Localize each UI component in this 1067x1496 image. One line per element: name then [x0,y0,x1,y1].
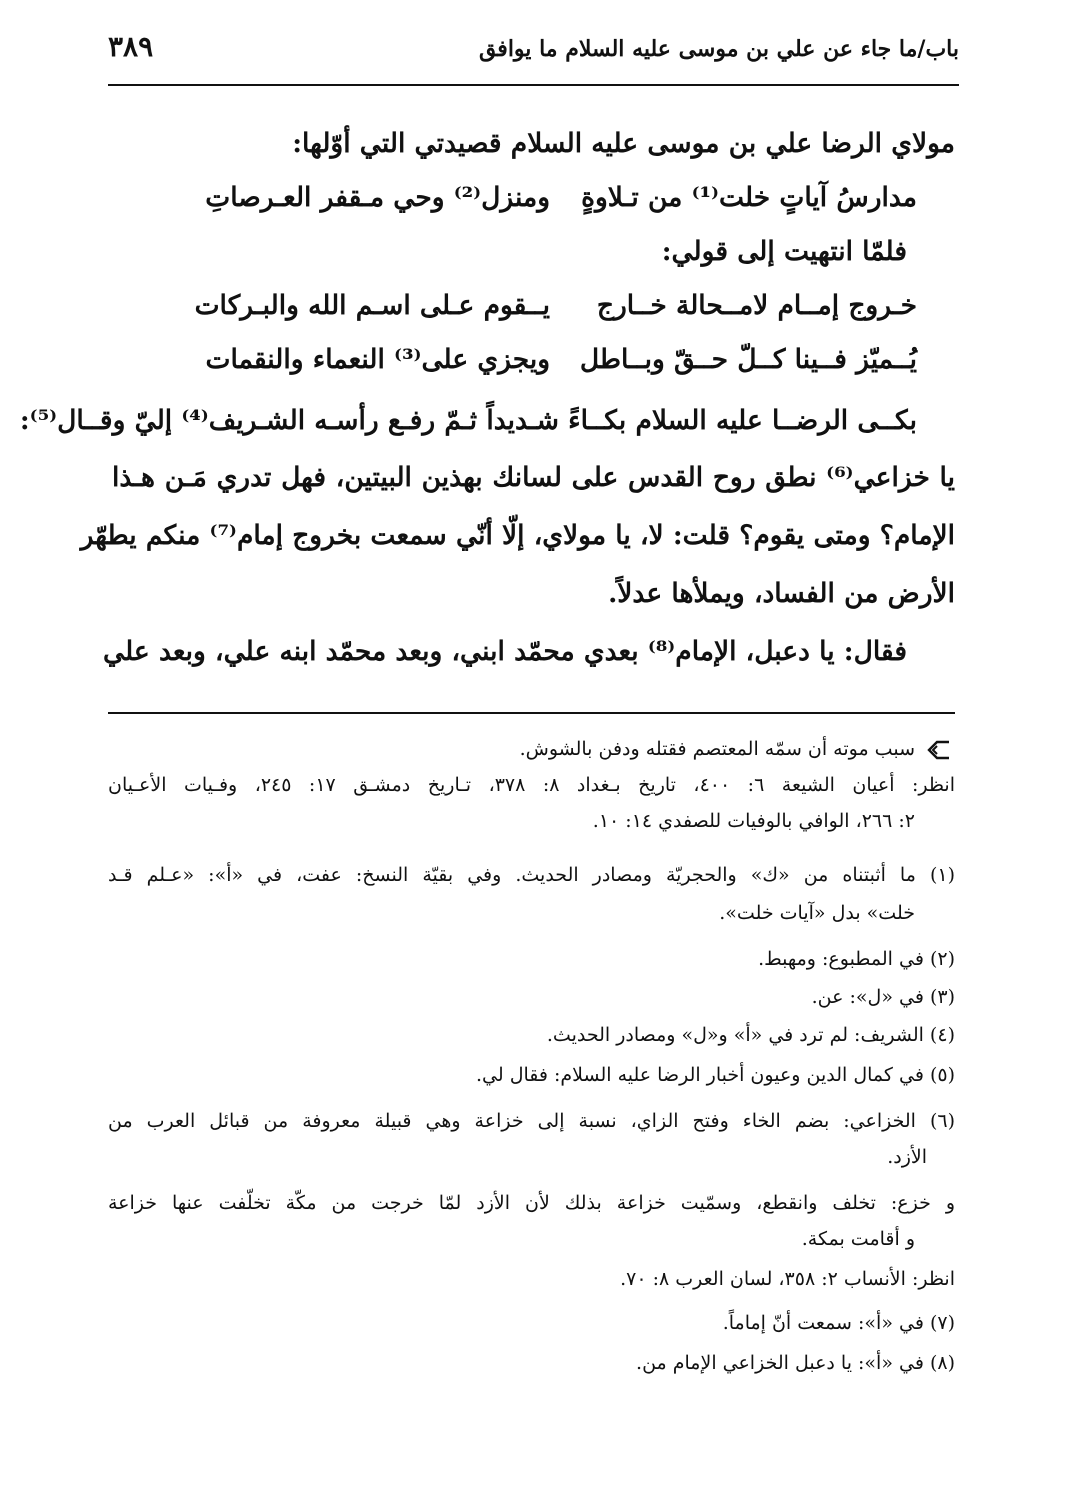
footnote-sources-line-2: ٢: ٢٦٦، الوافي بالوفيات للصفدي ١٤: ١٠. [592,810,915,832]
body-line-6: الأرض من الفساد، ويملأها عدلاً. [608,578,955,609]
body-line-3: بكــى الرضــا عليه السلام بكــاءً شـديداً ثـمّ رفـع رأسـه الشـريف⁽⁴⁾ إليّ وقــال⁽⁵⁾: [19,405,917,436]
footnote-1-line-1: (١) ما أثبتناه من «ك» والحجريّة ومصادر الحديث. وفي بقيّة النسخ: عفت، في «أ»: «عـلم قـد [108,864,955,886]
footnote-6-sources: انظر: الأنساب ٢: ٣٥٨، لسان العرب ٨: ٧٠. [620,1268,955,1290]
verse-1-second-hemistich: ومنزل⁽²⁾ وحي مـقفر العـرصاتِ [205,182,550,213]
page-number: ٣٨٩ [108,30,154,63]
verse-1-first-hemistich: مدارسُ آياتٍ خلت⁽¹⁾ من تـلاوةٍ [581,182,917,213]
body-line-5: الإمام؟ ومتى يقوم؟ قلت: لا، يا مولاي، إلّا أنّي سمعت بخروج إمام⁽⁷⁾ منكم يطهّر [80,520,955,551]
footnote-continuation-icon [919,738,953,764]
footnote-3: (٣) في «ل»: عن. [811,986,955,1008]
footnote-8: (٨) في «أ»: يا دعبل الخزاعي الإمام من. [636,1352,955,1374]
running-header-title: باب/ما جاء عن علي بن موسى عليه السلام ما يوافق [478,36,959,62]
footnote-7: (٧) في «أ»: سمعت أنّ إماماً. [722,1312,955,1334]
verse-3-second-hemistich: ويجزي على⁽³⁾ النعماء والنقمات [205,344,550,375]
footnote-1-line-2: خلت» بدل «آيات خلت». [719,902,915,924]
header-rule [108,84,959,86]
footnote-rule [108,712,955,714]
footnote-6-line-2: الأزد. [887,1146,927,1168]
verse-2-first-hemistich: خـروج إمــام لامــحالة خــارج [596,290,917,321]
verse-3-first-hemistich: يُــميّز فــينا كــلّ حــقّ وبــاطل [579,344,917,375]
footnote-5: (٥) في كمال الدين وعيون أخبار الرضا عليه السلام: فقال لي. [475,1064,955,1086]
footnote-continuation: سبب موته أن سمّه المعتصم فقتله ودفن بالشوش. [519,738,915,760]
footnote-6-line-1: (٦) الخزاعي: بضم الخاء وفتح الزاي، نسبة إلى خزاعة وهي قبيلة معروفة من قبائل العرب من [108,1110,955,1132]
body-line-7: فقال: يا دعبل، الإمام⁽⁸⁾ بعدي محمّد ابني، وبعد محمّد ابنه علي، وبعد علي [103,636,907,667]
footnote-sources-line-1: انظر: أعيان الشيعة ٦: ٤٠٠، تاريخ بـغداد ٨: ٣٧٨، تـاريخ دمشـق ١٧: ٢٤٥، وفـيات الأعـيان [108,774,955,796]
verse-2-second-hemistich: يــقوم عـلى اسـم الله والبـركات [194,290,550,321]
body-line-2: فلمّا انتهيت إلى قولي: [661,236,907,267]
body-line-4: يا خزاعي⁽⁶⁾ نطق روح القدس على لسانك بهذين البيتين، فهل تدري مَـن هـذا [112,462,955,493]
footnote-6-etymology-line-2: و أقامت بمكة. [801,1228,915,1250]
body-line-1: مولاي الرضا علي بن موسى عليه السلام قصيدتي التي أوّلها: [292,128,955,159]
footnote-6-etymology-line-1: و خزع: تخلف وانقطع، وسمّيت خزاعة بذلك لأن الأزد لمّا خرجت من مكّة تخلّفت عنها خزاعة [108,1192,955,1214]
footnote-4: (٤) الشريف: لم ترد في «أ» و«ل» ومصادر الحديث. [546,1024,955,1046]
footnote-2: (٢) في المطبوع: ومهبط. [758,948,955,970]
